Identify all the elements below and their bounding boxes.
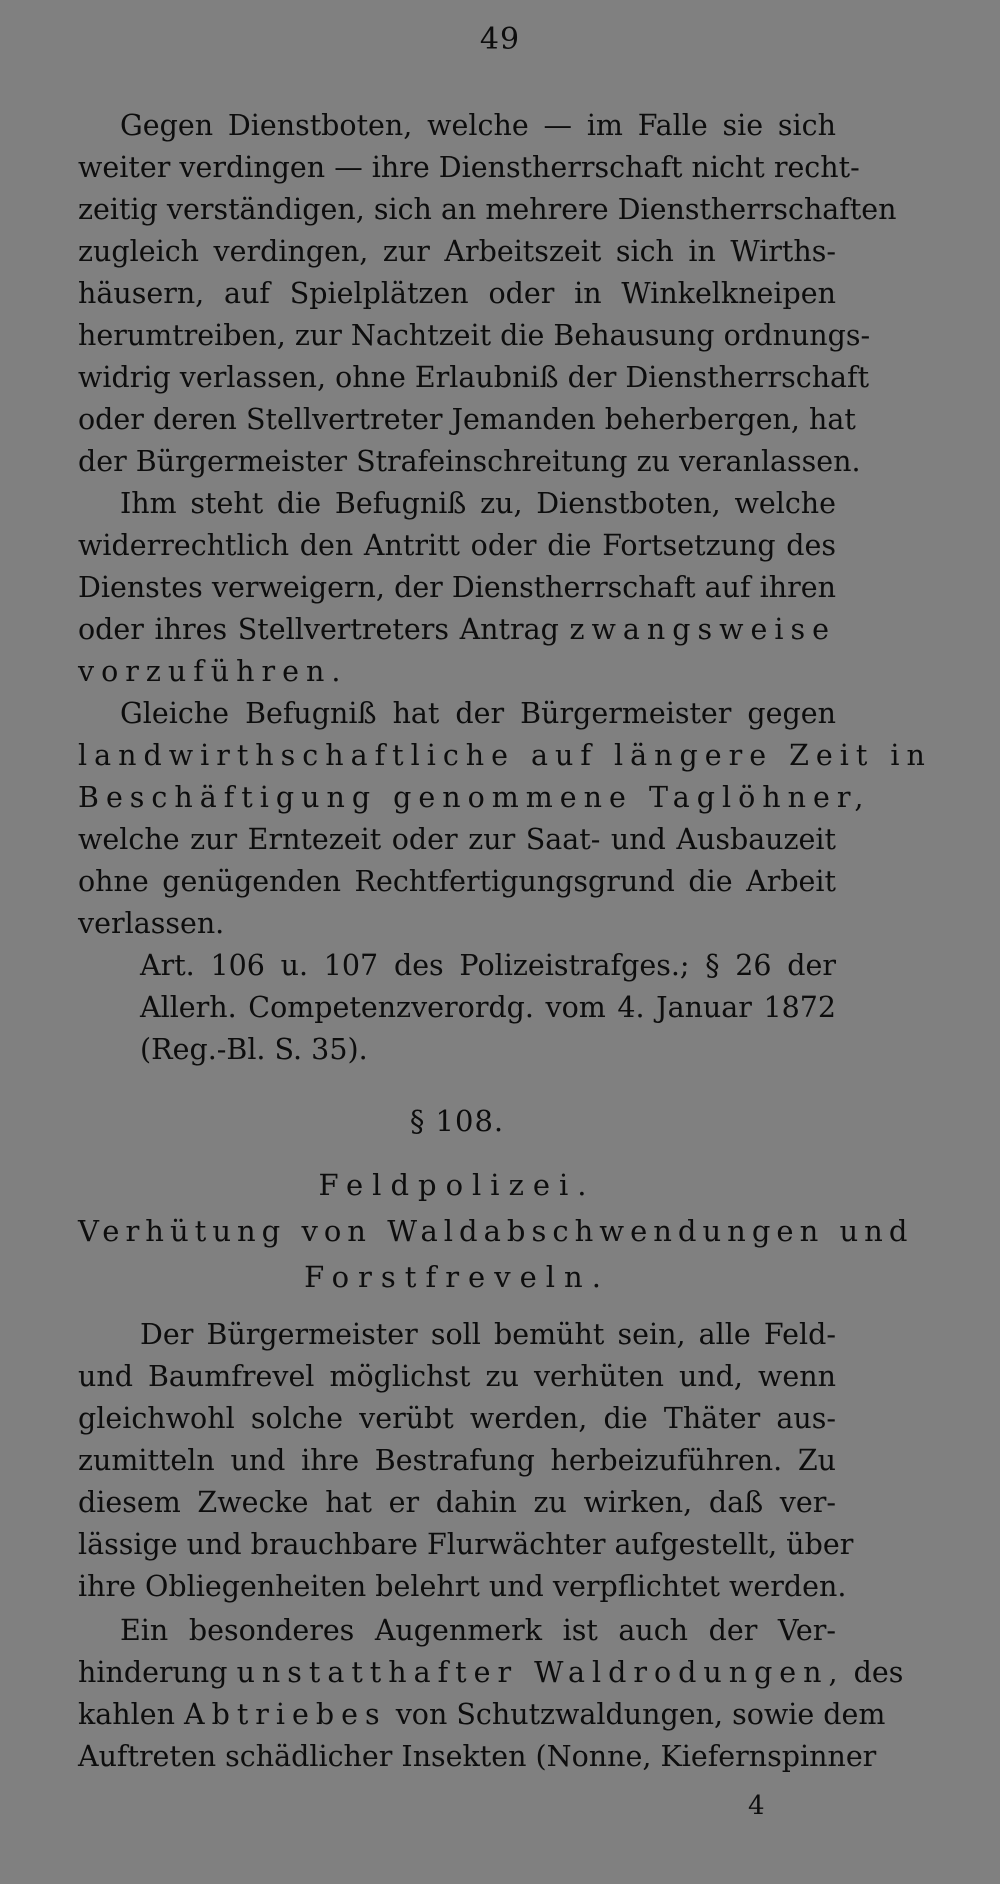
text-line: Art. 106 u. 107 des Polizeistrafges.; § 26 der [140,949,836,982]
section-heading [78,1098,836,1144]
section-title-block [78,1162,914,1300]
text-line: herumtreiben, zur Nachtzeit die Behausung ordnungs- [78,319,871,352]
paragraph-forest-protection [78,1610,904,1778]
emphasized-text: Abtriebes [184,1698,387,1731]
text-line: oder deren Stellvertreter Jemanden beherbergen, hat [78,403,856,436]
text-line [78,777,871,819]
text-line: der Bürgermeister Strafeinschreitung zu veranlassen. [78,445,861,478]
signature-mark: 4 [748,1791,765,1821]
text-line: verlassen. [78,907,225,940]
text-line: Auftreten schädlicher Insekten (Nonne, Kiefernspinner [78,1740,877,1773]
text-line: lässige und brauchbare Flurwächter aufgestellt, über [78,1528,854,1561]
text-line: häusern, auf Spielplätzen oder in Winkelkneipen [78,277,836,310]
text-segment: des [853,1656,904,1689]
paragraph-mayor-authority [78,483,836,693]
text-segment: hinderung [78,1656,228,1689]
section-title: Feldpolizei. [318,1168,596,1202]
text-line: ihre Obliegenheiten belehrt und verpflichtet werden. [78,1570,847,1603]
text-line: Gleiche Befugniß hat der Bürgermeister gegen [120,697,836,730]
legal-reference [78,945,836,1071]
text-line: Allerh. Competenzverordg. vom 4. Januar 1872 [140,991,836,1024]
text-line: zeitig verständigen, sich an mehrere Dienstherrschaften [78,193,897,226]
emphasized-text: vorzuführen. [78,655,348,688]
paragraph-field-offences [78,1314,854,1608]
section-subtitle: Verhütung von Waldabschwendungen und [78,1214,914,1248]
text-line: diesem Zwecke hat er dahin zu wirken, daß ver- [78,1486,836,1519]
text-line: Ein besonderes Augenmerk ist auch der Ver- [120,1614,836,1647]
text-line: Gegen Dienstboten, welche — im Falle sie sich [120,109,836,142]
text-segment: kahlen [78,1698,175,1731]
text-line [78,735,932,777]
text-line: Ihm steht die Befugniß zu, Dienstboten, welche [120,487,836,520]
text-line: gleichwohl solche verübt werden, die Thäter aus- [78,1402,836,1435]
text-segment: von Schutzwaldungen, sowie dem [395,1698,886,1731]
text-segment: oder ihres Stellvertreters Antrag [78,613,559,646]
paragraph-day-labourers [78,693,932,945]
text-line: welche zur Erntezeit oder zur Saat- und Ausbauzeit [78,823,836,856]
emphasized-text: landwirthschaftliche auf längere Zeit in [78,739,932,772]
paragraph-servants-misconduct [78,105,897,483]
text-line: und Baumfrevel möglichst zu verhüten und, wenn [78,1360,836,1393]
text-line [78,651,836,693]
text-line [78,609,836,651]
text-line [78,1694,886,1736]
text-line: ohne genügenden Rechtfertigungsgrund die Arbeit [78,865,836,898]
text-line: (Reg.-Bl. S. 35). [140,1033,368,1066]
text-line: widrig verlassen, ohne Erlaubniß der Dienstherrschaft [78,361,870,394]
text-line: Dienstes verweigern, der Dienstherrschaft auf ihren [78,571,836,604]
text-line: zugleich verdingen, zur Arbeitszeit sich in Wirths- [78,235,836,268]
text-line: zumitteln und ihre Bestrafung herbeizuführen. Zu [78,1444,836,1477]
emphasized-text: Beschäftigung genommene Taglöhner, [78,781,871,814]
emphasized-text: unstatthafter Waldrodungen, [236,1656,845,1689]
text-line: Der Bürgermeister soll bemüht sein, alle Feld- [140,1318,836,1351]
text-line: widerrechtlich den Antritt oder die Fortsetzung des [78,529,836,562]
text-line: weiter verdingen — ihre Dienstherrschaft nicht recht- [78,151,860,184]
page-number: 49 [479,22,521,57]
section-subtitle: Forstfreveln. [304,1260,610,1294]
text-line [78,1652,904,1694]
section-number: § 108. [409,1104,505,1138]
emphasized-text: zwangsweise [569,613,836,646]
